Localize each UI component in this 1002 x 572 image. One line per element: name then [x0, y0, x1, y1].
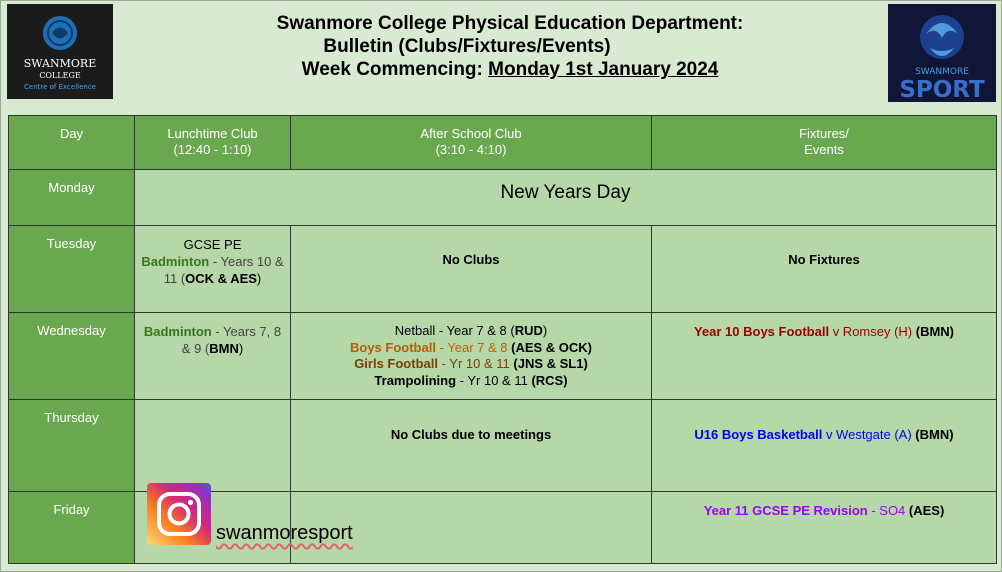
thursday-lunch	[135, 400, 291, 492]
header-week	[200, 58, 820, 81]
header-lunchtime-club: Lunchtime Club (12:40 - 1:10)	[135, 116, 291, 170]
table-header-row	[9, 116, 997, 170]
tuesday-after-school: No Clubs	[291, 226, 652, 313]
swanmore-college-logo	[7, 4, 113, 99]
wednesday-after-school	[291, 313, 652, 400]
table-row-wednesday	[9, 313, 997, 400]
logo-text-swanmore: SWANMORE	[23, 57, 97, 70]
day-wednesday: Wednesday	[9, 313, 135, 400]
wednesday-fixtures: Year 10 Boys Football v Romsey (H) (BMN)	[652, 313, 997, 400]
logo-text-college: COLLEGE	[39, 71, 81, 80]
day-friday: Friday	[9, 492, 135, 564]
tuesday-lunch: GCSE PE Badminton - Years 10 & 11 (OCK & AES)	[135, 226, 291, 313]
day-thursday: Thursday	[9, 400, 135, 492]
logo-text-centre: Centre of Excellence	[24, 83, 96, 91]
club-netball: Netball - Year 7 & 8 (RUD)	[394, 323, 548, 338]
table-row-tuesday	[9, 226, 997, 313]
monday-note: New Years Day	[135, 170, 997, 226]
thursday-fixtures: U16 Boys Basketball v Westgate (A) (BMN)	[652, 400, 997, 492]
sport-logo-sport: SPORT	[899, 77, 985, 102]
club-girls-football: Girls Football - Yr 10 & 11 (JNS & SL1)	[354, 356, 588, 371]
club-trampolining: Trampolining - Yr 10 & 11 (RCS)	[374, 372, 568, 388]
sport-logo-swanmore: SWANMORE	[915, 67, 969, 77]
swanmore-sport-logo	[888, 4, 996, 102]
table-row-monday	[9, 170, 997, 226]
week-date: Monday 1st January 2024	[488, 59, 719, 80]
header-after-school-club: After School Club (3:10 - 4:10)	[291, 116, 652, 170]
week-label: Week Commencing:	[301, 59, 483, 80]
club-boys-football: Boys Football - Year 7 & 8 (AES & OCK)	[349, 339, 592, 355]
day-monday: Monday	[9, 170, 135, 226]
page-header	[200, 12, 820, 81]
tuesday-fixtures: No Fixtures	[652, 226, 997, 313]
table-row-thursday	[9, 400, 997, 492]
header-title: Swanmore College Physical Education Department:	[276, 13, 744, 34]
friday-fixtures: Year 11 GCSE PE Revision - SO4 (AES)	[652, 492, 997, 564]
header-fixtures-events: Fixtures/ Events	[652, 116, 997, 170]
wednesday-lunch: Badminton - Years 7, 8 & 9 (BMN)	[135, 313, 291, 400]
header-subtitle: Bulletin (Clubs/Fixtures/Events)	[323, 36, 611, 57]
day-tuesday: Tuesday	[9, 226, 135, 313]
header-day: Day	[9, 116, 135, 170]
thursday-after-school: No Clubs due to meetings	[291, 400, 652, 492]
instagram-icon[interactable]	[147, 483, 211, 545]
instagram-handle[interactable]: swanmoresport	[216, 522, 353, 544]
